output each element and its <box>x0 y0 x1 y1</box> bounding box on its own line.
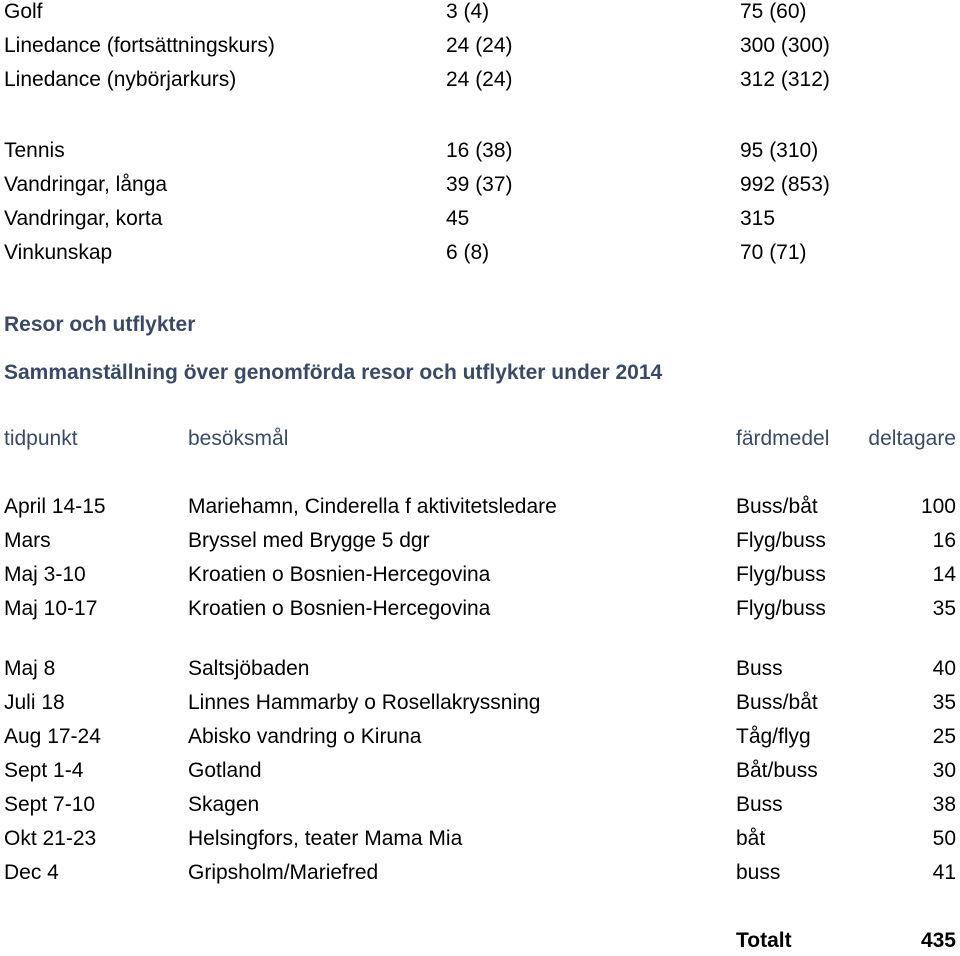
activity-name: Linedance (nybörjarkurs) <box>4 68 237 91</box>
trip-date: Juli 18 <box>4 691 65 714</box>
trip-date: Maj 8 <box>4 657 56 680</box>
section-title: Resor och utflykter <box>4 313 196 336</box>
trip-row <box>0 824 960 854</box>
trip-transport: Buss <box>736 657 783 680</box>
trip-date: Mars <box>4 529 51 552</box>
trip-transport: Båt/buss <box>736 759 818 782</box>
activity-name: Vandringar, långa <box>4 173 168 196</box>
activity-name: Vandringar, korta <box>4 207 163 230</box>
trip-destination: Skagen <box>188 793 260 816</box>
trip-participants: 14 <box>932 563 956 586</box>
trip-destination: Bryssel med Brygge 5 dgr <box>188 529 430 552</box>
trip-date: Okt 21-23 <box>4 827 97 850</box>
activity-groups: 45 <box>446 207 470 230</box>
activity-visits: 70 (71) <box>740 241 807 264</box>
trip-destination: Mariehamn, Cinderella f aktivitetsledare <box>188 495 557 518</box>
trip-date: Aug 17-24 <box>4 725 101 748</box>
trip-transport: Flyg/buss <box>736 597 826 620</box>
trip-participants: 100 <box>920 495 956 518</box>
trip-row <box>0 492 960 522</box>
trip-transport: Buss/båt <box>736 691 818 714</box>
trip-destination: Helsingfors, teater Mama Mia <box>188 827 463 850</box>
activity-groups: 24 (24) <box>446 68 513 91</box>
trip-date: Sept 1-4 <box>4 759 84 782</box>
activity-name: Tennis <box>4 139 65 162</box>
trip-participants: 35 <box>932 691 956 714</box>
trip-transport: Flyg/buss <box>736 563 826 586</box>
trip-transport: buss <box>736 861 781 884</box>
activity-row <box>0 136 960 166</box>
total-label: Totalt <box>736 929 792 952</box>
trip-row <box>0 654 960 684</box>
activity-visits: 992 (853) <box>740 173 830 196</box>
header-destination: besöksmål <box>188 427 289 450</box>
trip-destination: Saltsjöbaden <box>188 657 310 680</box>
trip-transport: Buss/båt <box>736 495 818 518</box>
trip-date: April 14-15 <box>4 495 106 518</box>
trip-row <box>0 722 960 752</box>
trip-date: Maj 3-10 <box>4 563 86 586</box>
trip-row <box>0 790 960 820</box>
activity-groups: 16 (38) <box>446 139 513 162</box>
activity-groups: 39 (37) <box>446 173 513 196</box>
trip-destination: Gripsholm/Mariefred <box>188 861 379 884</box>
trips-header <box>0 424 960 454</box>
trip-destination: Kroatien o Bosnien-Hercegovina <box>188 563 491 586</box>
total-row <box>0 926 960 956</box>
total-value: 435 <box>920 929 956 952</box>
header-transport: färdmedel <box>736 427 830 450</box>
trip-participants: 16 <box>932 529 956 552</box>
section-subtitle: Sammanställning över genomförda resor och utflykter under 2014 <box>4 361 663 384</box>
trip-participants: 41 <box>932 861 956 884</box>
trip-row <box>0 858 960 888</box>
trip-row <box>0 756 960 786</box>
trip-row <box>0 594 960 624</box>
activity-visits: 95 (310) <box>740 139 819 162</box>
activity-name: Vinkunskap <box>4 241 113 264</box>
trip-date: Maj 10-17 <box>4 597 98 620</box>
trip-date: Dec 4 <box>4 861 59 884</box>
activity-visits: 312 (312) <box>740 68 830 91</box>
trip-transport: båt <box>736 827 766 850</box>
trip-transport: Buss <box>736 793 783 816</box>
trip-transport: Flyg/buss <box>736 529 826 552</box>
activity-visits: 315 <box>740 207 776 230</box>
trip-participants: 30 <box>932 759 956 782</box>
trip-row <box>0 560 960 590</box>
trip-destination: Gotland <box>188 759 262 782</box>
trip-transport: Tåg/flyg <box>736 725 811 748</box>
activity-row <box>0 65 960 95</box>
activity-name: Golf <box>4 0 43 23</box>
activity-row <box>0 204 960 234</box>
trip-row <box>0 688 960 718</box>
trip-destination: Kroatien o Bosnien-Hercegovina <box>188 597 491 620</box>
trip-destination: Linnes Hammarby o Rosellakryssning <box>188 691 541 714</box>
activity-name: Linedance (fortsättningskurs) <box>4 34 275 57</box>
header-participants: deltagare <box>868 427 956 450</box>
activity-row <box>0 170 960 200</box>
trip-row <box>0 526 960 556</box>
header-date: tidpunkt <box>4 427 78 450</box>
activity-visits: 300 (300) <box>740 34 830 57</box>
trip-participants: 25 <box>932 725 956 748</box>
trip-destination: Abisko vandring o Kiruna <box>188 725 422 748</box>
activity-groups: 6 (8) <box>446 241 490 264</box>
trip-participants: 38 <box>932 793 956 816</box>
trip-participants: 40 <box>932 657 956 680</box>
trip-participants: 50 <box>932 827 956 850</box>
activity-groups: 24 (24) <box>446 34 513 57</box>
activity-row <box>0 238 960 268</box>
trip-date: Sept 7-10 <box>4 793 96 816</box>
activity-groups: 3 (4) <box>446 0 490 23</box>
activity-visits: 75 (60) <box>740 0 807 23</box>
activity-row <box>0 31 960 61</box>
activity-row <box>0 0 960 27</box>
trip-participants: 35 <box>932 597 956 620</box>
